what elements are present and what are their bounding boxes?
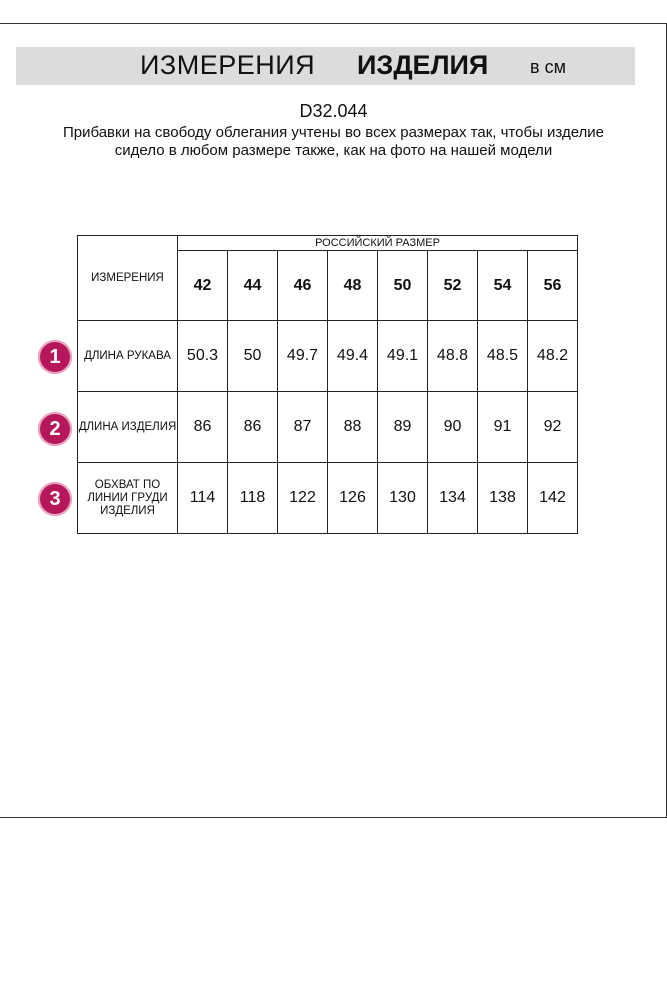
corner-label: ИЗМЕРЕНИЯ xyxy=(78,236,178,321)
table-row xyxy=(78,463,578,534)
table-cell: 48.2 xyxy=(528,321,578,392)
size-header: 56 xyxy=(528,251,578,321)
table-cell: 49.4 xyxy=(328,321,378,392)
table-cell: 86 xyxy=(228,392,278,463)
size-header: 46 xyxy=(278,251,328,321)
table-cell: 49.7 xyxy=(278,321,328,392)
title-measurements: ИЗМЕРЕНИЯ xyxy=(140,50,316,80)
fit-note: Прибавки на свободу облегания учтены во всех размерах так, чтобы изделие сидело в любом размере также, как на фото на нашей модели xyxy=(62,124,605,159)
table-cell: 86 xyxy=(178,392,228,463)
table-cell: 48.5 xyxy=(478,321,528,392)
number-badge: 2 xyxy=(38,412,72,446)
table-cell: 48.8 xyxy=(428,321,478,392)
table-cell: 50 xyxy=(228,321,278,392)
size-header: 54 xyxy=(478,251,528,321)
table-cell: 92 xyxy=(528,392,578,463)
table-cell: 49.1 xyxy=(378,321,428,392)
number-badge: 3 xyxy=(38,482,72,516)
number-badge: 1 xyxy=(38,340,72,374)
row-label: ДЛИНА РУКАВА xyxy=(78,321,178,392)
table-cell: 88 xyxy=(328,392,378,463)
table-cell: 130 xyxy=(378,463,428,534)
table-row xyxy=(78,321,578,392)
table-cell: 91 xyxy=(478,392,528,463)
table-row xyxy=(78,392,578,463)
size-header: 42 xyxy=(178,251,228,321)
table-cell: 89 xyxy=(378,392,428,463)
table-cell: 134 xyxy=(428,463,478,534)
table-cell: 118 xyxy=(228,463,278,534)
row-label: ОБХВАТ ПО ЛИНИИ ГРУДИ ИЗДЕЛИЯ xyxy=(78,463,178,534)
product-code: D32.044 xyxy=(299,101,368,121)
size-header: 52 xyxy=(428,251,478,321)
size-group-header: РОССИЙСКИЙ РАЗМЕР xyxy=(178,236,578,251)
table-cell: 126 xyxy=(328,463,378,534)
size-header: 50 xyxy=(378,251,428,321)
table-cell: 142 xyxy=(528,463,578,534)
table-cell: 122 xyxy=(278,463,328,534)
table-cell: 138 xyxy=(478,463,528,534)
size-header: 48 xyxy=(328,251,378,321)
table-cell: 87 xyxy=(278,392,328,463)
size-table xyxy=(77,235,578,534)
title-product: ИЗДЕЛИЯ xyxy=(357,50,489,80)
size-header: 44 xyxy=(228,251,278,321)
table-cell: 90 xyxy=(428,392,478,463)
title-bar xyxy=(16,47,635,85)
table-cell: 114 xyxy=(178,463,228,534)
table-cell: 50.3 xyxy=(178,321,228,392)
title-unit: в см xyxy=(530,57,566,77)
row-label: ДЛИНА ИЗДЕЛИЯ xyxy=(78,392,178,463)
